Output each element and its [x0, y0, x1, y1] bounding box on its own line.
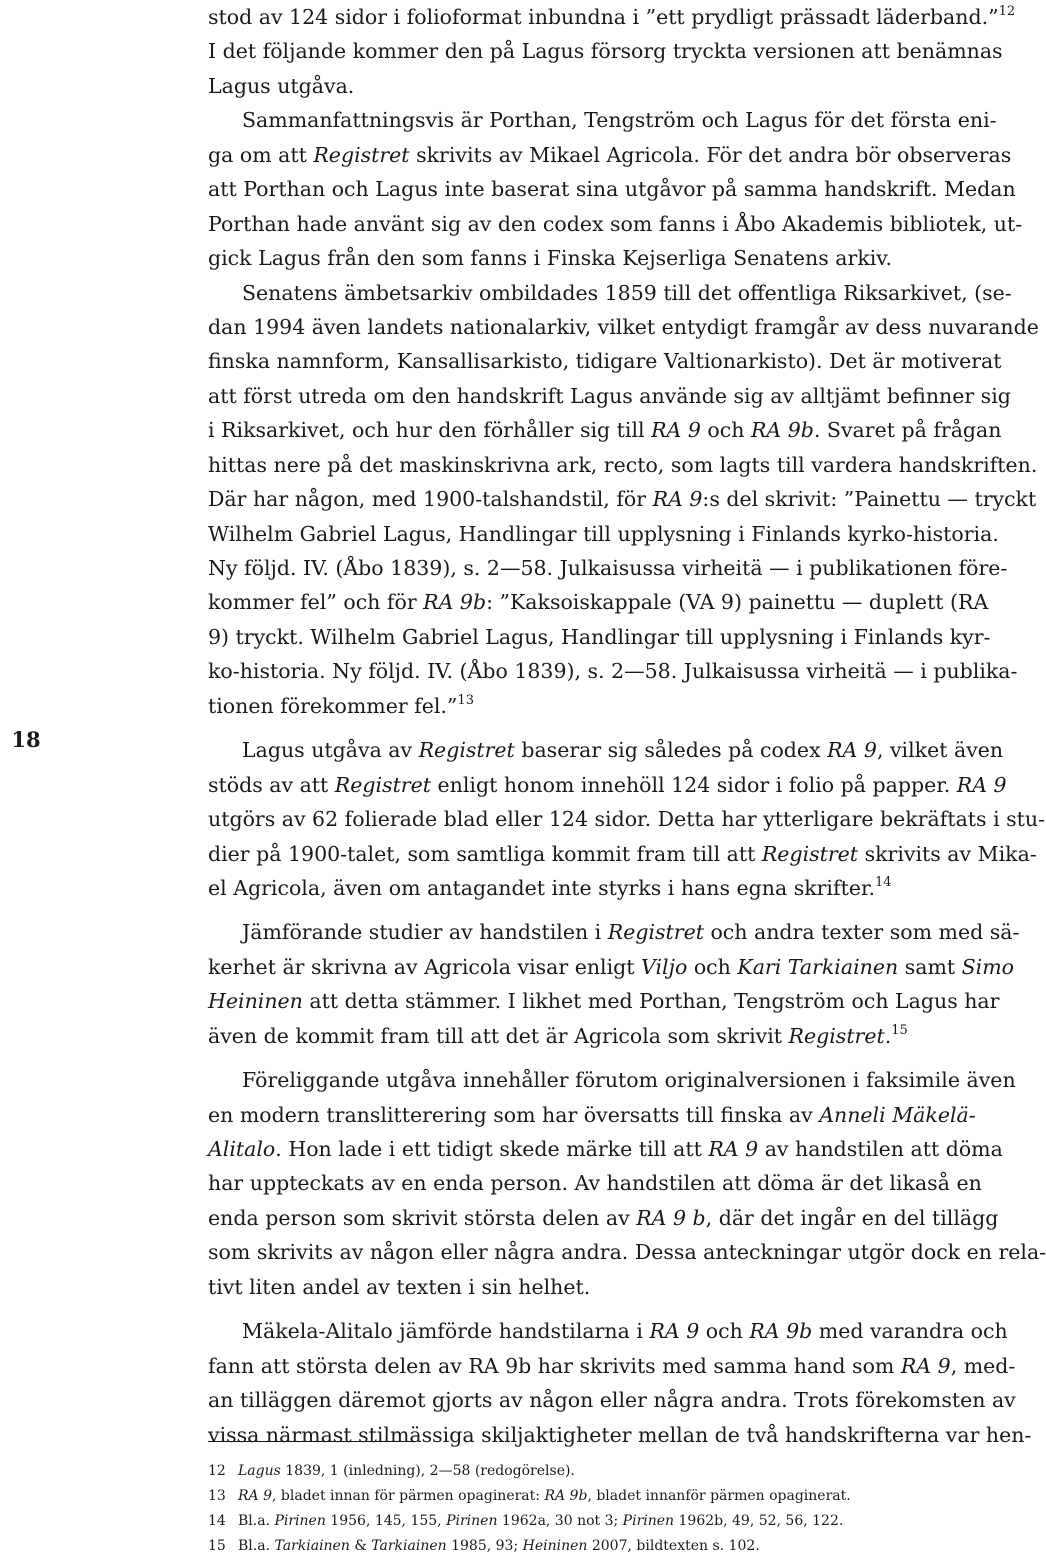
paragraph-gap [208, 1053, 956, 1063]
italic-text: Tarkiainen [274, 1538, 350, 1554]
text-run: . Svaret på frågan [813, 418, 1002, 443]
footnotes [208, 1459, 956, 1559]
text-line [208, 448, 1038, 482]
text-line [208, 620, 991, 654]
text-run: Jämförande studier av handstilen i [242, 920, 608, 945]
paragraph-gap [208, 723, 956, 733]
text-line [208, 871, 956, 905]
text-run: dier på 1900-talet, som samtliga kommit fram till att [208, 841, 762, 866]
text-line [208, 1063, 1016, 1097]
footnote [208, 1484, 956, 1509]
italic-text: RA 9 [238, 1488, 273, 1504]
text-run: vissa närmast stilmässiga skiljaktigheter mellan de två handskrifterna var hen- [208, 1422, 1032, 1447]
text-run: dan 1994 även landets nationalarkiv, vilket entydigt framgår av dess nuvarande [208, 314, 1039, 339]
text-line [208, 585, 989, 619]
italic-text: RA 9b [423, 590, 487, 615]
italic-text: Registret [607, 920, 704, 945]
text-run: en modern translitterering som har översatts till finska av [208, 1102, 820, 1127]
text-run: skrivits av Mikael Agricola. För det andra bör observeras [409, 142, 1012, 167]
footnote-marker: 13 [457, 692, 474, 708]
italic-text: Registret [418, 738, 515, 763]
text-line [208, 0, 1016, 34]
text-run: I det följande kommer den på Lagus försorg tryckta versionen att benämnas [208, 39, 1003, 64]
text-line [208, 733, 1004, 767]
body-text [208, 0, 1046, 1452]
text-line [208, 241, 956, 275]
italic-text: Registret [313, 142, 410, 167]
text-line [208, 138, 1012, 172]
text-run: att Porthan och Lagus inte baserat sina utgåvor på samma handskrift. Medan [208, 177, 1016, 202]
text-line [208, 310, 1039, 344]
text-run: , vilket även [876, 738, 1004, 763]
text-run: . [884, 1023, 892, 1048]
text-run: enda person som skrivit största delen av [208, 1205, 637, 1230]
text-line [208, 172, 1016, 206]
italic-text: RA 9 [900, 1353, 951, 1378]
footnote-number: 13 [208, 1488, 226, 1504]
text-run: och [700, 418, 751, 443]
page-number: 18 [11, 727, 41, 752]
text-run: Lagus utgåva av [242, 738, 419, 763]
footnote-marker: 14 [875, 874, 892, 890]
italic-text: Pirinen [622, 1513, 675, 1529]
italic-text: Heininen [522, 1538, 588, 1554]
text-run: samt [898, 954, 962, 979]
paragraph-gap [208, 1304, 956, 1314]
footnote-separator [208, 1441, 416, 1442]
text-run: Lagus utgåva. [208, 73, 355, 98]
text-line [208, 1235, 1046, 1269]
text-run: Sammanfattningsvis är Porthan, Tengström och Lagus för det första eni- [242, 108, 997, 133]
text-run: an tilläggen däremot gjorts av någon eller några andra. Trots förekomsten av [208, 1388, 1016, 1413]
italic-text: RA 9b [544, 1488, 588, 1504]
text-run: skrivits av Mika- [858, 841, 1037, 866]
text-line [208, 103, 997, 137]
italic-text: Pirinen [446, 1513, 498, 1529]
text-line [208, 69, 956, 103]
text-run: tivt liten andel av texten i sin helhet. [208, 1274, 591, 1299]
text-line [208, 1098, 976, 1132]
italic-text: Alitalo [208, 1137, 276, 1161]
text-line [208, 1201, 999, 1235]
text-run: , där det ingår en del tillägg [705, 1205, 999, 1230]
footnote-number: 14 [208, 1513, 226, 1529]
italic-text: Tarkiainen [371, 1538, 447, 1554]
text-line [208, 413, 1002, 447]
text-line [208, 482, 1037, 516]
text-line [208, 984, 1000, 1018]
text-run: kommer fel” och för [208, 590, 424, 615]
text-run: : ”Kaksoiskappale (VA 9) painettu — duplett (RA [486, 590, 989, 615]
text-run: hittas nere på det maskinskrivna ark, recto, som lagts till vardera handskriften. [208, 452, 1038, 477]
text-run: och [699, 1319, 750, 1344]
text-line [208, 1132, 1003, 1166]
text-run: Senatens ämbetsarkiv ombildades 1859 till det offentliga Riksarkivet, (se- [242, 280, 1012, 305]
text-run: . Hon lade i ett tidigt skede märke till att [275, 1137, 709, 1161]
italic-text: Kari Tarkiainen [737, 954, 899, 979]
text-line [208, 950, 1015, 984]
text-line [208, 551, 1008, 585]
text-line [208, 1019, 956, 1053]
text-run: 1956, 145, 155, [325, 1513, 447, 1529]
text-run: ga om att [208, 142, 314, 167]
text-line [208, 654, 1018, 688]
italic-text: Heininen [208, 989, 303, 1014]
text-run: stod av 124 sidor i folioformat inbundna i ”ett prydligt prässadt läderband.” [208, 5, 999, 29]
text-run: Mäkela-Alitalo jämförde handstilarna i [242, 1319, 650, 1344]
text-run: fann att största delen av RA 9b har skrivits med samma hand som [208, 1353, 901, 1378]
text-run: och andra texter som med sä- [703, 920, 1020, 945]
text-run: även de kommit fram till att det är Agricola som skrivit [208, 1023, 789, 1048]
text-run: Bl.a. [238, 1513, 275, 1529]
italic-text: Lagus [238, 1463, 281, 1479]
text-run: , med- [950, 1353, 1016, 1378]
text-run: Föreliggande utgåva innehåller förutom originalversionen i faksimile även [242, 1068, 1016, 1093]
text-run: Ny följd. IV. (Åbo 1839), s. 2—58. Julkaisussa virheitä — i publikationen före- [208, 556, 1008, 580]
text-run: baserar sig således på codex [514, 738, 828, 763]
italic-text: Viljo [641, 954, 688, 979]
italic-text: Registret [761, 841, 859, 866]
footnote-number: 15 [208, 1538, 226, 1554]
text-run: gick Lagus från den som fanns i Finska Kejserliga Senatens arkiv. [208, 246, 892, 271]
text-line [208, 915, 1020, 949]
text-run: , bladet innanför pärmen opaginerat. [587, 1488, 851, 1504]
text-run: har uppteckats av en enda person. Av handstilen att döma är det likaså en [208, 1171, 982, 1196]
text-run: att detta stämmer. I likhet med Porthan, Tengström och Lagus har [302, 989, 1000, 1014]
text-line [208, 517, 999, 551]
text-line [208, 837, 1037, 871]
italic-text: Pirinen [274, 1513, 326, 1529]
italic-text: RA 9 [827, 738, 877, 763]
text-run: att först utreda om den handskrift Lagus använde sig av alltjämt befinner sig [208, 383, 1011, 408]
text-run: Bl.a. [238, 1538, 275, 1554]
text-run: Wilhelm Gabriel Lagus, Handlingar till upplysning i Finlands kyrko-historia. [208, 521, 999, 546]
text-line [208, 1166, 982, 1200]
italic-text: RA 9 b [636, 1205, 706, 1230]
text-line [208, 1270, 956, 1304]
text-run: , bladet innan för pärmen opaginerat: [272, 1488, 545, 1504]
text-run: utgörs av 62 folierade blad eller 124 sidor. Detta har ytterligare bekräftats i stu- [208, 807, 1046, 832]
text-run: ko-historia. Ny följd. IV. (Åbo 1839), s. 2—58. Julkaisussa virheitä — i publika- [208, 659, 1018, 684]
text-run: och [687, 954, 738, 979]
text-run: stöds av att [208, 772, 335, 797]
italic-text: RA 9 [652, 487, 703, 512]
text-run: 1962b, 49, 52, 56, 122. [674, 1513, 844, 1529]
text-run: enligt honom innehöll 124 sidor i folio på papper. [430, 772, 957, 797]
text-line [208, 34, 1003, 68]
text-line [208, 768, 1007, 802]
text-run: kerhet är skrivna av Agricola visar enligt [208, 954, 642, 979]
text-run: 9) tryckt. Wilhelm Gabriel Lagus, Handlingar till upplysning i Finlands kyr- [208, 624, 991, 649]
text-run: & [349, 1538, 372, 1554]
text-line [208, 802, 1046, 836]
italic-text: Simo [961, 954, 1015, 979]
text-run: finska namnform, Kansallisarkisto, tidigare Valtionarkisto). Det är motiverat [208, 349, 1002, 374]
italic-text: RA 9 [651, 418, 701, 443]
footnote [208, 1534, 956, 1559]
text-line [208, 1383, 1016, 1417]
italic-text: RA 9b [750, 418, 814, 443]
text-run: som skrivits av någon eller några andra. Dessa anteckningar utgör dock en rela- [208, 1240, 1046, 1265]
text-run: 2007, bildtexten s. 102. [587, 1538, 760, 1554]
italic-text: RA 9 [649, 1319, 700, 1344]
footnote [208, 1509, 956, 1534]
text-run: :s del skrivit: ”Painettu — tryckt [702, 487, 1037, 512]
text-run: 1962a, 30 not 3; [497, 1513, 623, 1529]
italic-text: RA 9 [956, 772, 1007, 797]
italic-text: RA 9b [749, 1319, 813, 1344]
footnote-number: 12 [208, 1463, 226, 1479]
text-run: i Riksarkivet, och hur den förhåller sig till [208, 418, 652, 443]
text-line [208, 689, 956, 723]
footnote-marker: 12 [998, 4, 1016, 19]
text-run: 1985, 93; [446, 1538, 523, 1554]
text-line [208, 276, 1012, 310]
text-line [208, 344, 1002, 378]
footnote [208, 1459, 956, 1484]
paragraph-gap [208, 905, 956, 915]
footnote-marker: 15 [891, 1022, 908, 1038]
text-run: 1839, 1 (inledning), 2—58 (redogörelse). [280, 1463, 575, 1479]
text-line [208, 1349, 1016, 1383]
italic-text: RA 9 [708, 1137, 759, 1161]
italic-text: Registret [334, 772, 431, 797]
text-run: av handstilen att döma [758, 1137, 1003, 1161]
text-run: el Agricola, även om antagandet inte styrks i hans egna skrifter. [208, 875, 876, 900]
text-line [208, 1314, 1008, 1348]
italic-text: Registret [788, 1023, 885, 1048]
text-line [208, 207, 1023, 241]
italic-text: Anneli Mäkelä- [819, 1102, 976, 1127]
text-run: Där har någon, med 1900-talshandstil, för [208, 487, 653, 512]
text-line [208, 379, 1011, 413]
text-run: med varandra och [812, 1319, 1008, 1344]
text-run: Porthan hade använt sig av den codex som fanns i Åbo Akademis bibliotek, ut- [208, 211, 1023, 236]
text-line [208, 1418, 1032, 1452]
text-run: tionen förekommer fel.” [208, 693, 458, 718]
